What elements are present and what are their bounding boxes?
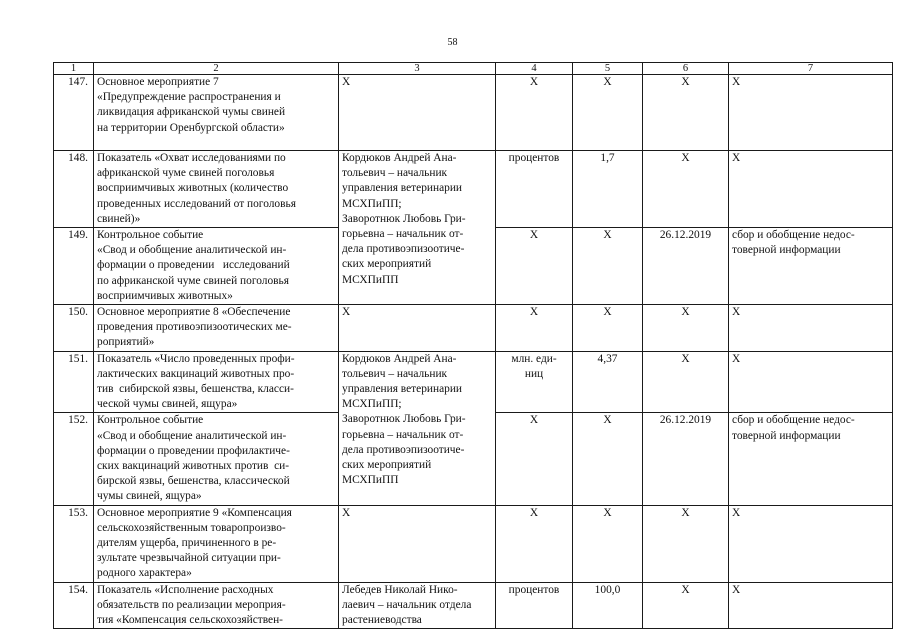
responsible-executor (339, 505, 496, 582)
measure-description-line: обязательств по реализации мероприя- (97, 598, 286, 611)
target-value-line: X (603, 306, 612, 319)
events-table (53, 62, 893, 629)
unit-of-measure-line: X (529, 306, 539, 319)
measure-description-line: Контрольное событие (97, 229, 204, 242)
deadline (643, 305, 729, 352)
note (729, 505, 893, 582)
responsible-executor-line: МСХПиПП (342, 273, 399, 286)
deadline (643, 151, 729, 228)
row-number: 154. (54, 582, 94, 629)
deadline-line: X (681, 506, 690, 519)
target-value-line: X (603, 506, 612, 519)
unit-of-measure (496, 305, 573, 352)
row-number: 148. (54, 151, 94, 228)
responsible-executor-line: X (342, 306, 351, 319)
measure-description-line: формации о проведении исследований (97, 259, 290, 272)
measure-description-line: на территории Оренбургской области» (97, 121, 285, 134)
unit-of-measure (496, 351, 573, 413)
responsible-executor-line: Лебедев Николай Нико- (342, 583, 458, 596)
unit-of-measure-line: процентов (508, 583, 560, 596)
unit-of-measure (496, 228, 573, 305)
measure-description-line: тия «Компенсация сельскохозяйствен- (97, 614, 283, 627)
measure-description-line: «Свод и обобщение аналитической ин- (97, 244, 287, 257)
column-number: 3 (339, 63, 496, 75)
measure-description (94, 305, 339, 352)
note-line: сбор и обобщение недос- (732, 414, 855, 427)
table-row (54, 75, 893, 151)
responsible-executor-line: Кордюков Андрей Ана- (342, 152, 457, 164)
measure-description-line: Показатель «Число проведенных профи- (97, 352, 295, 365)
deadline (643, 413, 729, 505)
note-line: X (732, 306, 741, 319)
responsible-executor-line: горьевна – начальник от- (342, 228, 464, 241)
column-number: 1 (54, 63, 94, 75)
target-value (573, 505, 643, 582)
deadline (643, 75, 729, 151)
unit-of-measure (496, 151, 573, 228)
table-row (54, 151, 893, 228)
measure-description-line: сельскохозяйственным товаропроизво- (97, 521, 286, 534)
responsible-executor-line: ских мероприятий (342, 459, 432, 472)
unit-of-measure-line: X (529, 76, 539, 88)
measure-description-line: Основное мероприятие 8 «Обеспечение (97, 306, 291, 319)
responsible-executor-line: лаевич – начальник отдела (342, 598, 472, 611)
responsible-executor-line: Заворотнюк Любовь Гри- (342, 413, 466, 426)
responsible-executor (339, 151, 496, 305)
target-value-line: 1,7 (600, 152, 615, 164)
column-number: 6 (643, 63, 729, 75)
measure-description-line: зультате чрезвычайной ситуации при- (97, 552, 281, 565)
note-line: товерной информации (732, 244, 841, 257)
page-number: 58 (447, 37, 458, 48)
target-value-line: 100,0 (594, 583, 621, 596)
deadline-line: X (681, 583, 690, 596)
target-value (573, 228, 643, 305)
measure-description-line: родного характера» (97, 567, 192, 580)
measure-description-line: ликвидация африканской чумы свиней (97, 106, 286, 119)
measure-description-line: восприимчивых животных» (97, 289, 233, 302)
target-value (573, 75, 643, 151)
deadline-line: X (681, 352, 690, 365)
note-line: X (732, 76, 741, 88)
measure-description-line: свиней)» (97, 212, 141, 225)
responsible-executor-line: ских мероприятий (342, 258, 432, 271)
responsible-executor-line: X (342, 506, 351, 519)
note (729, 151, 893, 228)
deadline-line: X (681, 306, 690, 319)
responsible-executor-line: тольевич – начальник (342, 367, 448, 380)
measure-description-line: проведения противоэпизоотических ме- (97, 321, 292, 334)
table-row (54, 305, 893, 352)
measure-description-line: Основное мероприятие 7 (97, 76, 219, 88)
responsible-executor (339, 582, 496, 629)
responsible-executor-line: горьевна – начальник от- (342, 428, 464, 441)
deadline-line: X (681, 152, 690, 164)
row-number: 153. (54, 505, 94, 582)
measure-description (94, 228, 339, 305)
deadline-line: 26.12.2019 (659, 229, 712, 242)
note-line: X (732, 152, 741, 164)
unit-of-measure-line: X (529, 414, 539, 427)
table-row (54, 582, 893, 629)
note (729, 75, 893, 151)
measure-description (94, 75, 339, 151)
measure-description-line: восприимчивых животных (количество (97, 182, 289, 195)
responsible-executor-line: дела противоэпизоотиче- (342, 443, 465, 456)
measure-description-line: бирской язвы, бешенства, классической (97, 475, 290, 488)
measure-description-line: проведенных исследований от поголовья (97, 197, 296, 210)
note-line: X (732, 583, 741, 596)
measure-description-line: «Свод и обобщение аналитической ин- (97, 429, 287, 442)
table-row (54, 505, 893, 582)
target-value-line: X (603, 414, 612, 427)
responsible-executor-line: МСХПиПП (342, 474, 399, 487)
responsible-executor (339, 75, 496, 151)
measure-description-line: роприятий» (97, 336, 155, 349)
measure-description-line: по африканской чуме свиней поголовья (97, 274, 289, 287)
column-number: 5 (573, 63, 643, 75)
measure-description-line: чумы свиней, ящура» (97, 490, 202, 503)
note-line: товерной информации (732, 429, 841, 442)
column-number: 4 (496, 63, 573, 75)
target-value (573, 351, 643, 413)
responsible-executor-line: дела противоэпизоотиче- (342, 243, 465, 256)
unit-of-measure (496, 505, 573, 582)
table-row (54, 351, 893, 413)
note (729, 305, 893, 352)
measure-description-line: ческой чумы свиней, ящура» (97, 398, 238, 411)
deadline (643, 228, 729, 305)
responsible-executor-line: X (342, 76, 351, 88)
column-number: 2 (94, 63, 339, 75)
measure-description-line: Основное мероприятие 9 «Компенсация (97, 506, 292, 519)
measure-description-line: африканской чуме свиней поголовья (97, 167, 275, 180)
target-value (573, 151, 643, 228)
row-number: 150. (54, 305, 94, 352)
responsible-executor (339, 305, 496, 352)
row-number: 149. (54, 228, 94, 305)
responsible-executor-line: тольевич – начальник (342, 167, 448, 180)
deadline (643, 505, 729, 582)
deadline (643, 351, 729, 413)
deadline-line: X (681, 76, 690, 88)
measure-description (94, 151, 339, 228)
responsible-executor-line: МСХПиПП; (342, 197, 402, 210)
column-number: 7 (729, 63, 893, 75)
measure-description-line: Показатель «Охват исследованиями по (97, 152, 286, 164)
target-value (573, 305, 643, 352)
responsible-executor-line: МСХПиПП; (342, 398, 402, 411)
column-number-row (54, 63, 893, 75)
deadline-line: 26.12.2019 (659, 414, 712, 427)
unit-of-measure (496, 75, 573, 151)
note-line: X (732, 506, 741, 519)
responsible-executor (339, 351, 496, 505)
unit-of-measure (496, 413, 573, 505)
row-number: 147. (54, 75, 94, 151)
measure-description-line: Показатель «Исполнение расходных (97, 583, 274, 596)
target-value-line: X (603, 229, 612, 242)
unit-of-measure-line: ниц (524, 367, 544, 380)
note (729, 413, 893, 505)
measure-description-line: «Предупреждение распространения и (97, 91, 281, 104)
unit-of-measure (496, 582, 573, 629)
measure-description (94, 351, 339, 413)
measure-description (94, 413, 339, 505)
measure-description-line: тив сибирской язвы, бешенства, класси- (97, 383, 294, 396)
unit-of-measure-line: процентов (508, 152, 560, 164)
note-line: X (732, 352, 741, 365)
note (729, 582, 893, 629)
measure-description-line: лактических вакцинаций животных про- (97, 367, 295, 380)
target-value (573, 582, 643, 629)
responsible-executor-line: управления ветеринарии (342, 383, 463, 396)
measure-description-line: дителям ущерба, причиненного в ре- (97, 537, 277, 550)
measure-description (94, 505, 339, 582)
unit-of-measure-line: X (529, 506, 539, 519)
target-value-line: 4,37 (597, 352, 618, 365)
measure-description-line: Контрольное событие (97, 414, 204, 427)
note (729, 351, 893, 413)
target-value (573, 413, 643, 505)
unit-of-measure-line: X (529, 229, 539, 242)
measure-description-line: формации о проведении профилактиче- (97, 444, 290, 457)
deadline (643, 582, 729, 629)
responsible-executor-line: Заворотнюк Любовь Гри- (342, 212, 466, 225)
measure-description (94, 582, 339, 629)
responsible-executor-line: управления ветеринарии (342, 182, 463, 195)
responsible-executor-line: Кордюков Андрей Ана- (342, 352, 457, 365)
row-number: 152. (54, 413, 94, 505)
target-value-line: X (603, 76, 612, 88)
measure-description-line: ских вакцинаций животных против си- (97, 460, 290, 473)
row-number: 151. (54, 351, 94, 413)
unit-of-measure-line: млн. еди- (511, 352, 557, 365)
note (729, 228, 893, 305)
responsible-executor-line: растениеводства (342, 614, 422, 627)
note-line: сбор и обобщение недос- (732, 229, 855, 242)
